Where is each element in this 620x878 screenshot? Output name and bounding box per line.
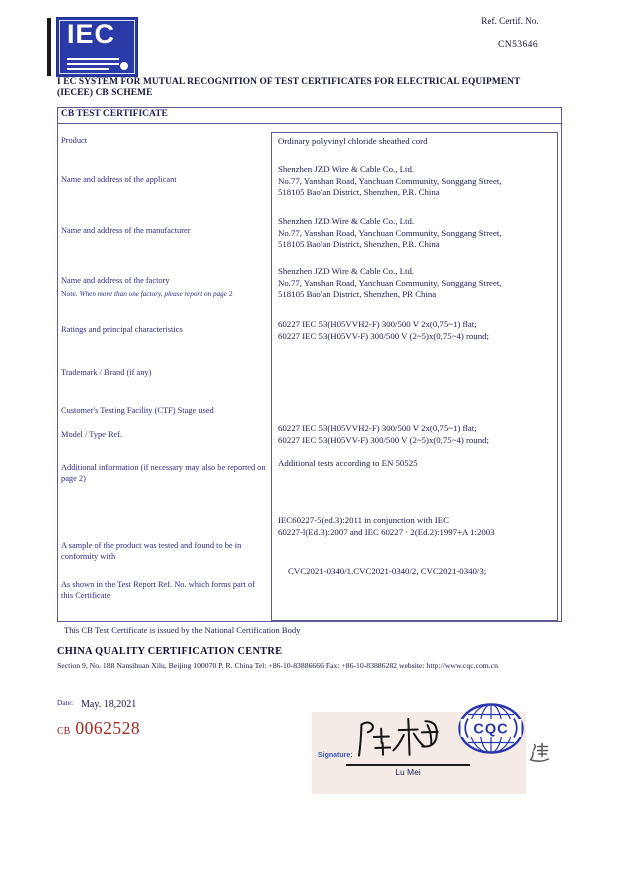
date-label: Date: [57, 698, 74, 707]
factory-note-suffix: 2 [228, 289, 233, 298]
value-factory-line: Shenzhen JZD Wire & Cable Co., Ltd. [278, 266, 415, 276]
value-factory [278, 266, 554, 301]
cb-number: 0062528 [75, 718, 141, 738]
scheme-title-line1: I EC SYSTEM FOR MUTUAL RECOGNITION OF TEST CERTIFICATES FOR ELECTRICAL EQUIPMENT [57, 77, 521, 87]
ncb-name: CHINA QUALITY CERTIFICATION CENTRE [57, 646, 283, 657]
value-conformity [278, 515, 554, 538]
iec-logo-spine [47, 18, 51, 76]
value-model-line: 60227 IEC 53(H05VVH2-F) 300/500 V 2x(0,75~1) flat; [278, 423, 477, 433]
value-conformity-line: 60227-l(Ed.3):2007 and IEC 60227 · 2(Ed.2):1997+A 1:2003 [278, 526, 495, 537]
value-column-box [271, 132, 558, 621]
value-ratings-line: 60227 IEC 53(H05VV-F) 300/500 V (2~5)x(0,75~4) round; [278, 330, 489, 341]
value-manufacturer-line: No.77, Yanshan Road, Yanchuan Community, Songgang Street, [278, 227, 502, 238]
signature-label: Signature: [318, 752, 353, 759]
signature-handwriting [351, 712, 457, 766]
value-manufacturer-line: 518105 Bao'an District, Shenzhen, P.R. China [278, 239, 440, 249]
iec-logo-dot [120, 62, 128, 70]
value-applicant-line: No.77, Yanshan Road, Yanchuan Community, Songgang Street, [278, 175, 502, 186]
label-ctf-stage: Customer's Testing Facility (CTF) Stage used [61, 406, 214, 415]
value-manufacturer [278, 216, 554, 251]
value-factory-line: 518105 Bao'an District, Shenzhen, PR China [278, 289, 437, 299]
iec-logo-square [56, 17, 138, 77]
iec-logo-line [67, 63, 119, 65]
cqc-logo-icon [458, 703, 524, 754]
ref-certif-no-value: CN53646 [497, 39, 539, 50]
certificate-title: CB TEST CERTIFICATE [58, 108, 561, 124]
value-test-reports-line: CVC2021-0340/1.CVC2021-0340/2, CVC2021-0340/3; [288, 566, 487, 576]
ref-certif-no-label: Ref. Certif. No. [481, 16, 539, 26]
value-factory-line: No.77, Yanshan Road, Yanchuan Community, Songgang Street, [278, 277, 502, 288]
cb-certificate-number [57, 718, 140, 739]
value-product-line: Ordinary polyvinyl chloride sheathed cord [278, 136, 428, 146]
value-additional-info [278, 458, 554, 470]
value-model-type-ref [278, 423, 554, 446]
label-model-type-ref: Model / Type Ref. [61, 430, 123, 439]
value-model-line: 60227 IEC 53(H05VV-F) 300/500 V (2~5)x(0,75~4) round; [278, 434, 489, 445]
iec-logo [47, 17, 142, 78]
value-applicant-line: 518105 Bao'an District, Shenzhen, P.R. China [278, 187, 440, 197]
iec-logo-line [67, 68, 109, 70]
jian-stamp-character [529, 742, 550, 763]
label-test-reports: As shown in the Test Report Ref. No. which forms part of this Certificate [61, 580, 255, 600]
cqc-logo-text: CQC [473, 721, 509, 738]
issued-by-note: This CB Test Certificate is issued by the National Certification Body [64, 625, 301, 635]
value-applicant [278, 164, 554, 199]
value-test-reports [278, 566, 554, 578]
certificate-body [58, 124, 561, 621]
factory-note-prefix: Note. [61, 289, 78, 298]
signature-line [346, 764, 470, 766]
signature-name: Lu Mei [395, 767, 421, 777]
label-manufacturer: Name and address of the manufacturer [61, 226, 191, 235]
value-ratings-line: 60227 IEC 53(H05VVH2-F) 300/500 V 2x(0,75~1) flat; [278, 319, 477, 329]
ncb-address: Section 9, No. 188 Nansihuan Xilu, Beijing 100070 P. R. China Tel: +86-10-83886666 Fax: +86-10-83886282 website: http://www.cqc.com.cn [57, 661, 498, 670]
label-conformity: A sample of the product was tested and found to be in conformity with [61, 541, 242, 561]
factory-note-italic: When more than one factory, please report on page [79, 290, 227, 298]
iec-logo-text: IEC [67, 19, 116, 49]
iec-logo-line [67, 58, 119, 60]
value-ratings [278, 319, 554, 342]
label-trademark: Trademark / Brand (if any) [61, 368, 152, 377]
label-product: Product [61, 136, 88, 145]
label-ratings: Ratings and principal characteristics [61, 325, 183, 334]
label-applicant: Name and address of the applicant [61, 175, 177, 184]
cb-prefix: CB [57, 726, 71, 737]
value-conformity-line: IEC60227-5(ed.3):2011 in conjunction with IEC [278, 515, 449, 525]
certificate-table [57, 107, 562, 622]
value-additional-line: Additional tests according to EN 50525 [278, 458, 418, 468]
date-row [57, 694, 136, 712]
scheme-title-line2: (IECEE) CB SCHEME [57, 88, 153, 98]
value-product [278, 136, 554, 148]
factory-note [61, 289, 268, 298]
value-applicant-line: Shenzhen JZD Wire & Cable Co., Ltd. [278, 164, 415, 174]
label-factory: Name and address of the factory [61, 276, 170, 285]
label-additional-info: Additional information (if necessary may also be reported on page 2) [61, 463, 266, 483]
value-manufacturer-line: Shenzhen JZD Wire & Cable Co., Ltd. [278, 216, 415, 226]
scheme-title [57, 77, 569, 99]
date-value: May. 18,2021 [81, 699, 137, 710]
